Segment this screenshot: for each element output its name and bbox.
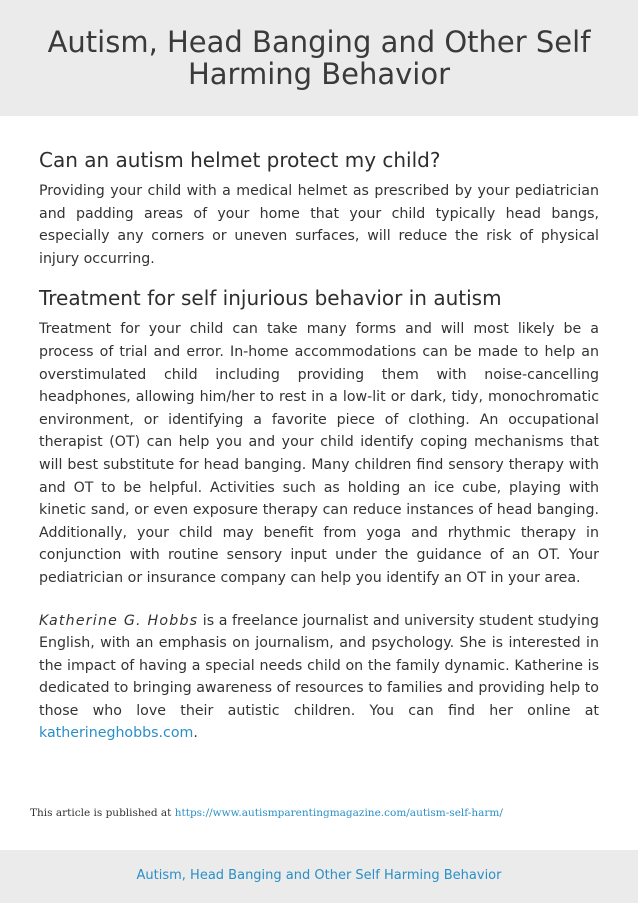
header-band (0, 0, 638, 116)
author-name: Katherine G. Hobbs (39, 612, 199, 629)
author-bio (39, 610, 599, 746)
article-content (39, 148, 599, 745)
source-prefix: This article is published at (30, 807, 175, 819)
author-bio-text: is a freelance journalist and university student studying English, with an emphasis on journalism, and psychology. She is interested in the impact of having a special needs child on the family dynamic. Katherine is dedicated to bringing awareness of resources to families and providing help to those who love their autistic children. You can find her online at (39, 612, 599, 719)
author-bio-end: . (193, 725, 198, 742)
footer-title: Autism, Head Banging and Other Self Harming Behavior (136, 868, 502, 883)
section-heading-treatment: Treatment for self injurious behavior in autism (39, 286, 502, 311)
author-website-link[interactable]: katherineghobbs.com (39, 725, 194, 742)
section-heading-helmet: Can an autism helmet protect my child? (39, 148, 441, 172)
footer-band (0, 850, 638, 903)
page-title: Autism, Head Banging and Other Self Harming Behavior (47, 25, 591, 91)
section-body-helmet: Providing your child with a medical helmet as prescribed by your pediatrician and padding areas of your home that your child typically head bangs, especially any corners or uneven surfaces, will reduce the risk of physical injury occurring. (39, 183, 599, 267)
section-body-treatment: Treatment for your child can take many forms and will most likely be a process of trial and error. In-home accommodations can be made to help an overstimulated child including providing them with noise-cancelling headphones, allowing him/her to rest in a low-lit or dark, tidy, monochromatic environment, or identifying a favorite piece of clothing. An occupational therapist (OT) can help you and your child identify coping mechanisms that will best substitute for head banging. Many children find sensory therapy with and OT to be helpful. Activities such as holding an ice cube, playing with kinetic sand, or even exposure therapy can reduce instances of head banging. Additionally, your child may benefit from yoga and rhythmic therapy in conjunction with routine sensory input under the guidance of an OT. Your pediatrician or insurance company can help you identify an OT in your area. (39, 321, 599, 586)
source-url-link[interactable]: https://www.autismparentingmagazine.com/autism-self-harm/ (174, 807, 503, 819)
source-note (30, 807, 620, 819)
